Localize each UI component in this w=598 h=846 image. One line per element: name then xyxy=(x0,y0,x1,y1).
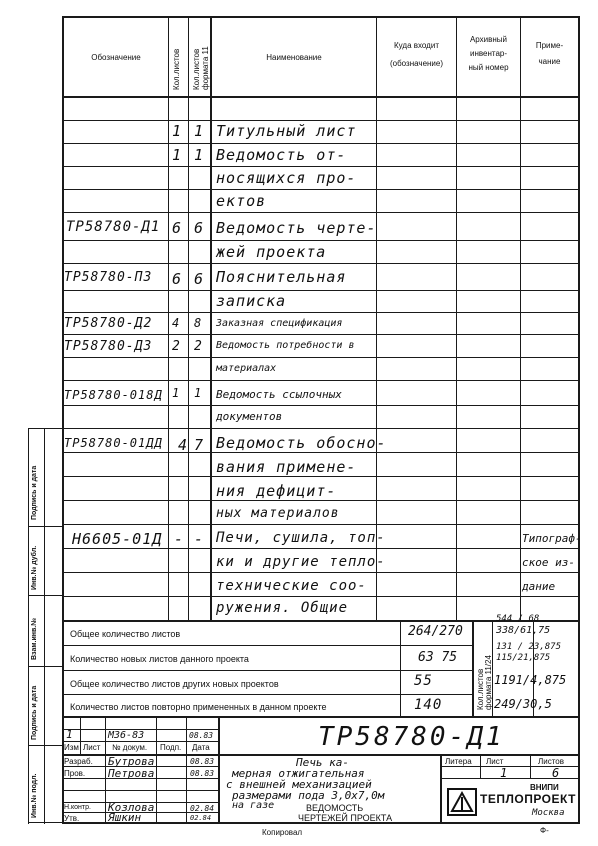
row-line xyxy=(62,452,580,453)
row-name: Пояснительная xyxy=(216,268,347,286)
header-archive-2: инвентар- xyxy=(469,49,508,58)
name-checker: Петрова xyxy=(108,767,155,780)
sheet-title-2: ЧЕРТЕЖЕЙ ПРОЕКТА xyxy=(298,813,393,823)
row-name: Ведомость от- xyxy=(216,146,347,164)
row-line xyxy=(62,312,580,313)
row-name: записка xyxy=(216,292,287,310)
role-checker: Пров. xyxy=(64,769,86,778)
format-value: 115/21,875 xyxy=(496,653,551,663)
header-archive-3: ный номер xyxy=(468,63,509,72)
row-sheets: 1 xyxy=(172,146,183,164)
row-name: ружения. Общие xyxy=(216,600,349,616)
row-line xyxy=(62,263,580,264)
side-sign-date-upper: Подпись и дата xyxy=(31,465,38,520)
row-note: Типограф- xyxy=(522,532,582,545)
side-stamp-line xyxy=(28,745,64,746)
litera-label: Литера xyxy=(445,757,472,766)
header-archive-1: Архивный xyxy=(469,35,508,44)
col-line-5 xyxy=(456,16,457,620)
product-name-line: мерная отжигательная xyxy=(232,767,365,780)
format-value: 131 / 23,875 xyxy=(496,642,562,652)
change-date: 08.83 xyxy=(189,731,214,740)
row-sheets: 4 xyxy=(172,316,181,330)
format-label: Ф- xyxy=(540,826,549,835)
frame-right xyxy=(578,16,580,824)
header-where-2: (обозначение) xyxy=(389,59,444,68)
row-note: ское из- xyxy=(522,556,575,569)
format-value: 544 / 68 xyxy=(496,614,540,624)
header-designation: Обозначение xyxy=(91,53,141,62)
frame-top xyxy=(62,16,580,18)
tb-line xyxy=(62,741,218,742)
row-name: документов xyxy=(216,410,283,423)
row-name: Печи, сушила, топ- xyxy=(216,530,386,546)
tb-col xyxy=(156,716,157,824)
side-sign-date-lower: Подпись и дата xyxy=(31,685,38,740)
tb-col xyxy=(218,716,220,824)
row-line xyxy=(62,357,580,358)
tb-col xyxy=(480,754,481,778)
new-sheets-value: 63 75 xyxy=(418,650,458,665)
reused-label: Количество листов повторно примененных в данном проекте xyxy=(70,702,327,712)
date-approved: 02.84 xyxy=(190,814,212,822)
sheets-value: 6 xyxy=(552,766,561,780)
row-name: ния дефицит- xyxy=(216,482,337,500)
product-name-line: на газе xyxy=(232,800,275,811)
summary-line xyxy=(62,670,472,671)
col-header-izm: Изм xyxy=(64,743,79,752)
row-line xyxy=(62,334,580,335)
row-sheets: 4 xyxy=(178,436,189,454)
row-name: ки и другие тепло- xyxy=(216,554,386,570)
row-name: вания примене- xyxy=(216,458,357,476)
row-note: дание xyxy=(522,580,556,593)
row-designation: ТР58780-Д3 xyxy=(64,339,153,354)
header-sheets-count: Кол.листов xyxy=(172,48,181,90)
row-line xyxy=(62,524,580,525)
row-name: ектов xyxy=(216,192,267,210)
row-format: 1 xyxy=(194,386,203,400)
col-header-sign: Подп. xyxy=(160,743,182,752)
row-designation: Н6605-01Д xyxy=(72,530,163,548)
total-sheets-label: Общее количество листов xyxy=(70,629,181,639)
row-format: 8 xyxy=(194,316,203,330)
col-line-6 xyxy=(520,16,521,620)
side-inv-podl: Инв.№ подл. xyxy=(31,773,38,818)
org-name: ТЕПЛОПРОЕКТ xyxy=(480,792,576,806)
row-line xyxy=(62,476,580,477)
name-approved: Яшкин xyxy=(108,811,142,824)
role-norm-control: Н.контр. xyxy=(64,804,91,811)
side-stamp-left xyxy=(28,428,29,824)
row-line xyxy=(62,189,580,190)
row-format: - xyxy=(194,530,205,548)
tb-line xyxy=(62,790,218,791)
row-format: 1 xyxy=(194,122,205,140)
row-name: технические соо- xyxy=(216,578,367,594)
reused-value: 140 xyxy=(414,697,443,713)
row-name: Заказная спецификация xyxy=(216,318,343,329)
row-line xyxy=(62,548,580,549)
format-value: 1191/4,875 xyxy=(494,673,567,687)
row-format: 6 xyxy=(194,270,205,288)
document-code: ТР58780-Д1 xyxy=(318,722,505,752)
col-header-list: Лист xyxy=(83,743,101,752)
tb-col xyxy=(440,754,442,824)
row-name: носящихся про- xyxy=(216,169,357,187)
row-name: Ведомость черте- xyxy=(216,219,377,237)
copied-label: Копировал xyxy=(262,828,303,837)
role-developer: Разраб. xyxy=(64,757,93,766)
total-sheets-value: 264/270 xyxy=(408,624,463,639)
other-new-value: 55 xyxy=(414,673,433,689)
summary-col xyxy=(400,620,401,716)
row-designation: ТР58780-018Д xyxy=(64,388,163,402)
sheet-label: Лист xyxy=(486,757,504,766)
row-line xyxy=(62,240,580,241)
row-format: 1 xyxy=(194,146,205,164)
side-stamp-line xyxy=(28,666,64,667)
row-line xyxy=(62,428,580,429)
sheets-label: Листов xyxy=(538,757,564,766)
format-label-1: Кол.листов xyxy=(476,668,485,710)
product-name-line: с внешней механизацией xyxy=(226,778,372,791)
other-new-label: Общее количество листов других новых проектов xyxy=(70,679,279,689)
summary-line xyxy=(62,694,472,695)
product-name-line: Печь ка- xyxy=(296,756,349,769)
row-name: Ведомость ссылочных xyxy=(216,388,342,401)
header-where-1: Куда входит xyxy=(394,41,439,50)
row-name: Титульный лист xyxy=(216,122,357,140)
row-line xyxy=(62,405,580,406)
sheet-title-1: ВЕДОМОСТЬ xyxy=(306,803,364,813)
tb-col xyxy=(105,716,106,824)
row-name: ных материалов xyxy=(216,506,340,521)
format-value: 338/61,75 xyxy=(496,625,551,636)
col-line-2 xyxy=(188,16,189,620)
col-line-3 xyxy=(210,16,212,620)
row-name: материалах xyxy=(216,363,277,374)
header-bottom xyxy=(62,96,580,98)
row-name: Ведомость обосно- xyxy=(216,434,387,452)
side-stamp-line xyxy=(28,595,64,596)
summary-line xyxy=(62,645,472,646)
tb-col xyxy=(530,754,531,778)
row-line xyxy=(62,166,580,167)
format-label-2: формата 11/24 xyxy=(484,655,493,710)
row-line xyxy=(62,380,580,381)
title-block-top xyxy=(62,716,580,718)
row-line xyxy=(62,143,580,144)
col-header-date: Дата xyxy=(192,743,210,752)
product-name-line: размерами пода 3,0х7,0м xyxy=(232,789,385,802)
new-sheets-label: Количество новых листов данного проекта xyxy=(70,654,249,664)
row-sheets: - xyxy=(174,530,185,548)
row-sheets: 1 xyxy=(172,386,181,400)
summary-col xyxy=(472,620,474,716)
name-developer: Бутрова xyxy=(108,755,155,768)
row-designation: ТР58780-ПЗ xyxy=(64,270,153,285)
sheet-value: 1 xyxy=(500,766,509,780)
row-line xyxy=(62,572,580,573)
row-format: 6 xyxy=(194,219,205,237)
side-stamp-mid xyxy=(44,428,45,824)
row-designation: ТР58780-Д1 xyxy=(66,219,161,235)
row-designation: ТР58780-Д2 xyxy=(64,316,153,331)
row-line xyxy=(62,212,580,213)
row-sheets: 1 xyxy=(172,122,183,140)
header-sheets-format-2: формата 11 xyxy=(201,46,210,90)
header-note-2: чание xyxy=(538,57,561,66)
row-sheets: 6 xyxy=(172,270,183,288)
side-inv-dubl: Инв.№ дубл. xyxy=(31,545,38,590)
header-sheets-format-1: Кол.листов xyxy=(192,48,201,90)
side-vzam-inv: Взам.инв.№ xyxy=(31,617,38,660)
role-approved: Утв. xyxy=(64,814,80,823)
row-format: 7 xyxy=(194,436,205,454)
row-sheets: 2 xyxy=(172,339,181,354)
tb-col xyxy=(186,716,187,824)
header-note-1: Приме- xyxy=(535,41,564,50)
org-top: ВНИПИ xyxy=(530,783,559,792)
row-line xyxy=(62,596,580,597)
side-stamp-line xyxy=(28,526,64,527)
col-header-doc: № докум. xyxy=(112,743,148,752)
date-checker: 08.83 xyxy=(190,769,215,778)
row-line xyxy=(62,290,580,291)
row-name: жей проекта xyxy=(216,243,327,261)
change-doc: М36-83 xyxy=(108,730,145,741)
format-value: 249/30,5 xyxy=(494,697,552,711)
frame-left xyxy=(62,16,64,824)
org-city: Москва xyxy=(532,808,565,818)
change-num: 1 xyxy=(66,728,74,741)
side-stamp-top xyxy=(28,428,64,429)
row-format: 2 xyxy=(194,339,203,354)
date-norm-control: 02.84 xyxy=(190,804,215,813)
date-developer: 08.83 xyxy=(190,757,215,766)
name-norm-control: Козлова xyxy=(108,801,155,814)
row-name: Ведомость потребности в xyxy=(216,340,355,351)
row-line xyxy=(62,120,580,121)
row-sheets: 6 xyxy=(172,219,183,237)
row-designation: ТР58780-01ДД xyxy=(64,436,163,450)
header-name: Наименование xyxy=(266,53,322,62)
tb-col xyxy=(80,716,81,756)
row-line xyxy=(62,500,580,501)
side-stamp-line xyxy=(28,822,64,823)
col-line-1 xyxy=(168,16,169,620)
